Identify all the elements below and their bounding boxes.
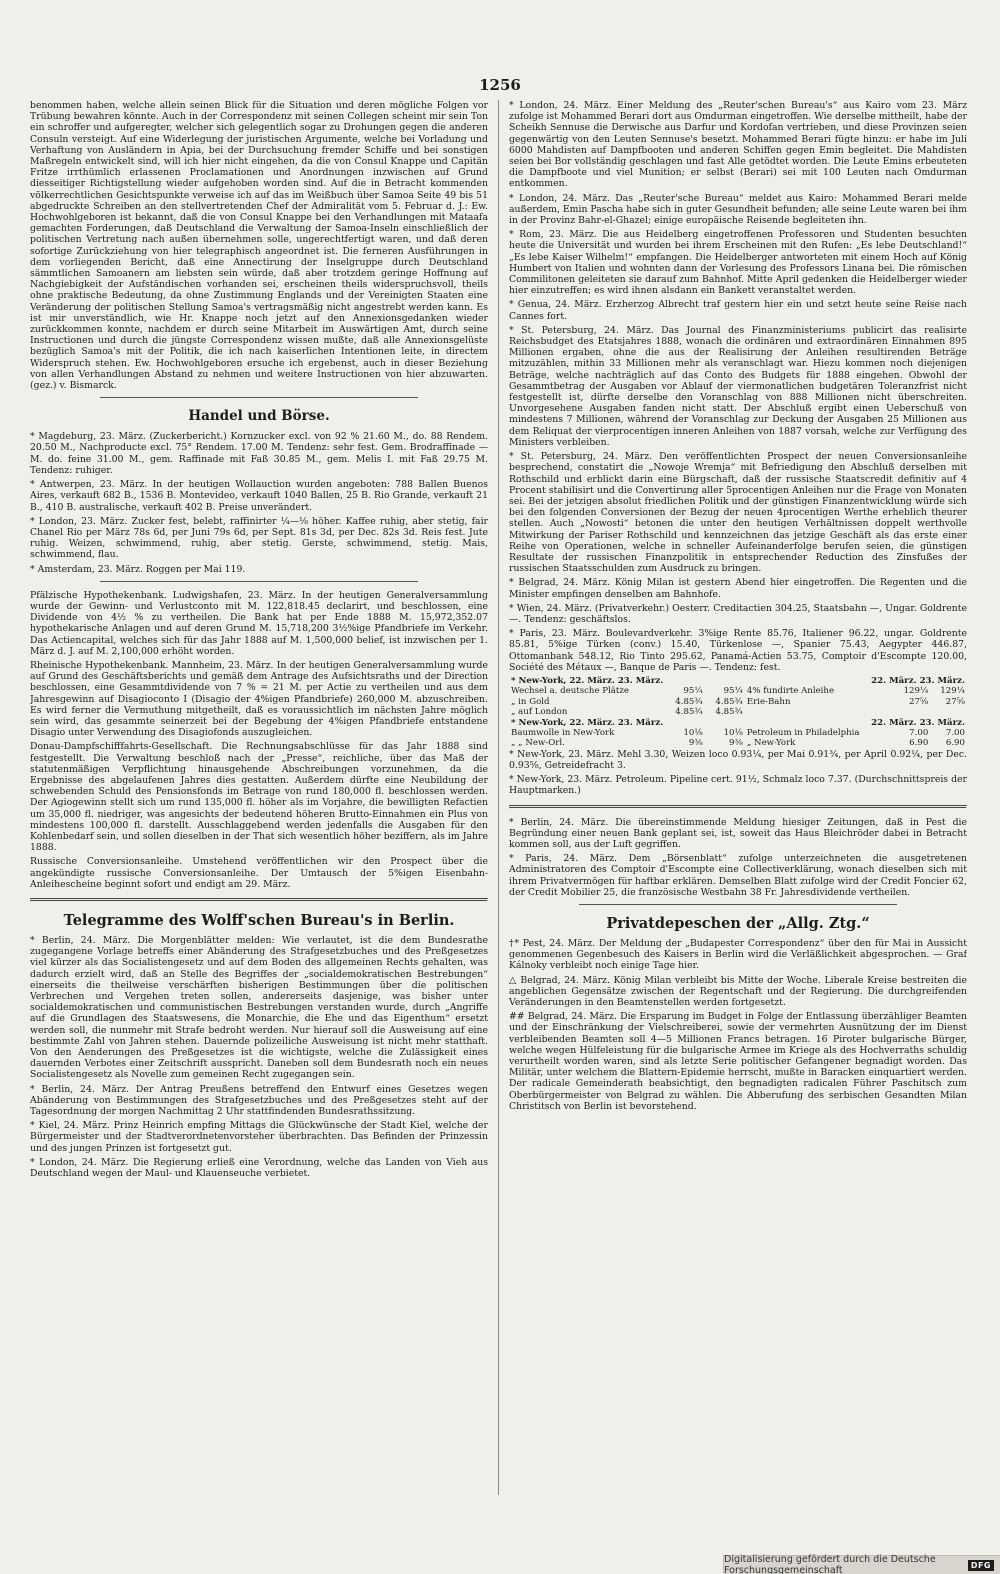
- table-cell: 95¼: [683, 686, 703, 697]
- news-paragraph: * St. Petersburg, 24. März. Den veröffentlichten Prospect der neuen Conversionsanleihe besprechend, constatirt die „Nowoje Wremja“ mit Befriedigung den Abschluß derselben mit Rothschild und erblickt darin eine Bürgschaft, daß der russische Staatscredit definitiv auf 4 Procent stabilisirt und die Convertirung aller 5procentigen Anleihen nur die Frage von Monaten sei. Bei der jetzigen absolut friedlichen Politik und der günstigen Finanzentwicklung würde sich bei den folgenden Conversionen der Bezug der neuen 4procentigen Werthe erheblich theurer stellen. Auch „Nowosti“ betonen die unter den heutigen Verhältnissen doppelt werthvolle Mitwirkung der Pariser Rothschild und kennzeichnen das jetzige Geschäft als das erste einer Reihe von Operationen, welche in schneller Aufeinanderfolge berufen seien, die günstigen Resultate der russischen Finanzpolitik in entsprechender Reduction des Zinsfußes der russischen Staatsschulden zum Ausdruck zu bringen.: [509, 451, 967, 575]
- table-cell: 4.85¾: [715, 696, 743, 707]
- table-cell: 4.85¾: [715, 707, 743, 718]
- table-cell: 4.85¾: [675, 696, 703, 707]
- section-divider: [100, 581, 418, 582]
- section-divider: [579, 904, 897, 905]
- table-cell: „ auf London: [511, 707, 568, 718]
- table-header-row: [509, 718, 967, 728]
- news-paragraph: * London, 24. März. Einer Meldung des „Reuter'schen Bureau's“ aus Kairo vom 23. März zufolge ist Mohammed Berari dort aus Omdurman eingetroffen. Wie derselbe mittheilt, habe der Scheikh Sennuse die Derwische aus Darfur und Kordofan vertrieben, und diese Provinzen seien gegenwärtig von den Leuten Sennuse's besetzt. Mohammed Berari fügte hinzu: er habe im Juli 6000 Mahdisten auf Dampfbooten und anderen Schiffen gegen Emin begleitet. Die Mahdisten seien bei Bor vollständig geschlagen und fast Alle getödtet worden. Die Leute Emins erbeuteten die Dampfboote und viel Munition; er selbst (Berari) sei mit 100 Leuten nach Omdurman entkommen.: [509, 100, 967, 190]
- table-cell: 4% fundirte Anleihe: [746, 686, 835, 697]
- table-cell: 6.90: [945, 738, 965, 749]
- telegram-paragraph: * London, 24. März. Die Regierung erließ eine Verordnung, welche das Landen von Vieh aus Deutschland wegen der Maul- und Klauenseuche verbietet.: [30, 1156, 488, 1180]
- table-header: * New-York, 22. März. 23. März.: [511, 675, 664, 686]
- handel-paragraph: * Magdeburg, 23. März. (Zuckerbericht.) Kornzucker excl. von 92 % 21.60 M., do. 88 Rendem. 20.50 M., Nachproducte excl. 75° Rendem. 17.00 M. Tendenz: sehr fest. Gem. Brodraffinade — M. do. feine 31.00 M., gem. Raffinade mit Faß 30.85 M., gem. Melis I. mit Faß 29.75 M. Tendenz: ruhiger.: [30, 431, 488, 476]
- table-cell: Petroleum in Philadelphia: [746, 727, 860, 738]
- table-row: [509, 697, 967, 707]
- late-paragraph: * Berlin, 24. März. Die übereinstimmende Meldung hiesiger Zeitungen, daß in Pest die Begründung einer neuen Bank geplant sei, ist, soweit das Haus Bleichröder dabei in Betracht kommen soll, aus der Luft gegriffen.: [509, 816, 967, 851]
- company-paragraph: Rheinische Hypothekenbank. Mannheim, 23. März. In der heutigen Generalversammlung wurde auf Grund des Geschäftsberichts und gemäß dem Antrage des Aufsichtsraths und der Direction beschlossen, eine Gesammtdividende von 7 % = 21 M. per Actie zu vertheilen und aus dem Jahresgewinn auf Disagioconto I (Disagio der 4%igen Pfandbriefe) 260,000 M. abzuschreiben. Es wird ferner die Vermuthung mitgetheilt, daß es voraussichtlich im nächsten Jahre möglich sein wird, das gesammte seinerzeit bei der Begebung der 4%igen Pfandbriefe entstandene Disagio unter Verwendung des Disagiofonds auszugleichen.: [30, 659, 488, 739]
- table-header-row: [509, 676, 967, 686]
- table-row: [509, 738, 967, 748]
- news-paragraph: * St. Petersburg, 24. März. Das Journal des Finanzministeriums publicirt das realisirte Reichsbudget des Etatsjahres 1888, wonach die ordinären und extraordinären Einnahmen 895 Millionen ergaben, ohne die aus der Realisirung der Anleihen resultirenden Beträge mitzuzählen, mithin 33 Millionen mehr als veranschlagt war. Hiezu kommen noch diejenigen Beträge, welche nachträglich auf das Conto des Budgets für 1888 eingehen. Obwohl der Gesammtbetrag der Ausgaben vor Ablauf der viermonatlichen budgetären Toleranzfrist nicht festgestellt ist, dürfte derselbe den Voranschlag von 888 Millionen nicht überschreiten. Unvorgesehene Ausgaben fanden nicht statt. Der Abschluß ergibt einen Ueberschuß von mindestens 7 Millionen, während der Voranschlag zur Deckung der Ausgaben 25 Millionen aus dem Reliquat der vierprocentigen inneren Anleihen von 1887 vorsah, welche zur Verfügung des Ministers verbleiben.: [509, 324, 967, 448]
- company-paragraph: Russische Conversionsanleihe. Umstehend veröffentlichen wir den Prospect über die angekündigte russische Conversionsanleihe. Der Umtausch der 5%igen Eisenbahn-Anleihescheine beginnt sofort und endigt am 29. März.: [30, 856, 488, 890]
- table-cell: Wechsel a. deutsche Plätze: [511, 686, 629, 697]
- table-cell: 9⅜: [688, 738, 703, 749]
- company-paragraph: Donau-Dampfschifffahrts-Gesellschaft. Die Rechnungsabschlüsse für das Jahr 1888 sind festgestellt. Die Verwaltung beschloß nach der „Presse“, reichliche, über das Maß der statutenmäßigen Verpflichtung hinausgehende Abschreibungen vorzunehmen, da die Ergebnisse des abgelaufenen Jahres dies gestatten. Außerdem dürfte eine Neubildung der schwebenden Schuld des Pensionsfonds im Betrage von rund 180,000 fl. beschlossen werden. Der Agiogewinn stellt sich um rund 135,000 fl. höher als im Vorjahre, die bewilligten Refactien um 35,000 fl. niedriger, was angesichts der bedeutend höheren Brutto-Einnahmen ein Plus von mindestens 100,000 fl. darstellt. Ausschlaggebend werden jedenfalls die Ausgaben für den Kohlenbedarf sein, und sollen dieselben in der That sich wesentlich höher beziffern, als im Jahre 1888.: [30, 741, 488, 854]
- news-paragraph: * London, 24. März. Das „Reuter'sche Bureau“ meldet aus Kairo: Mohammed Berari melde außerdem, Emin Pascha habe sich in guter Gesundheit befunden; alle seine Leute waren bei ihm in der Provinz Bahr-el-Ghazel; einige europäische Reisende begleiteten ihn.: [509, 192, 967, 227]
- table-cell: 129¼: [903, 686, 929, 697]
- table-cell: 95¼: [723, 686, 743, 697]
- ny-exchange-table: [509, 676, 967, 749]
- table-cell: 4.85¾: [675, 707, 703, 718]
- dfg-logo-icon: DFG: [968, 1560, 994, 1571]
- ny-paragraph: * New-York, 23. März. Mehl 3.30, Weizen loco 0.93¼, per Mai 0.91¾, per April 0.92¼, per Dec. 0.93⅝, Getreidefracht 3.: [509, 748, 967, 771]
- news-paragraph: * Belgrad, 24. März. König Milan ist gestern Abend hier eingetroffen. Die Regenten und die Minister empfingen denselben am Bahnhofe.: [509, 577, 967, 600]
- section-divider: [30, 898, 488, 902]
- table-cell: 27⅝: [945, 696, 965, 707]
- table-cell: „ New-York: [746, 738, 796, 749]
- page-number: 1256: [479, 76, 521, 94]
- section-divider: [100, 397, 418, 398]
- company-paragraph: Pfälzische Hypothekenbank. Ludwigshafen, 23. März. In der heutigen Generalversammlung wurde der Gewinn- und Verlustconto mit M. 122,818.45 declarirt, und beschlossen, eine Dividende von 4½ % zu vertheilen. Die Bank hat per Ende 1888 M. 15,972,352.07 hypothekarische Anlagen und auf deren Grund M. 15,718,200 3½%ige Pfandbriefe im Verkehr. Das Actiencapital, welches sich für das Jahr 1888 auf M. 1,500,000 belief, ist inzwischen per 1. März d. J. auf M. 2,100,000 erhöht worden.: [30, 589, 488, 657]
- table-cell: 10⅛: [723, 727, 743, 738]
- table-header: 22. März. 23. März.: [871, 717, 965, 728]
- table-row: [509, 707, 967, 717]
- table-header: * New-York, 22. März. 23. März.: [511, 717, 664, 728]
- table-row: [509, 728, 967, 738]
- right-column: [509, 100, 967, 1500]
- table-cell: [745, 707, 894, 717]
- telegram-paragraph: * Berlin, 24. März. Der Antrag Preußens betreffend den Entwurf eines Gesetzes wegen Abänderung von Bestimmungen des Strafgesetzbuches und des Preßgesetzes steht auf der Tagesordnung der morgen Nachmittag 2 Uhr stattfindenden Bundesrathssitzung.: [30, 1083, 488, 1118]
- news-paragraph: * Paris, 23. März. Boulevardverkehr. 3%ige Rente 85.76, Italiener 96.22, ungar. Goldrente 85.81, 5%ige Türken (conv.) 15.40, Türkenlose —, Spanier 75.43, Aegypter 446.87, Ottomanbank 548.12, Rio Tinto 295.62, Panamá-Actien 53.75, Comptoir d'Escompte 120.00, Société des Métaux —, Banque de Paris —. Tendenz: fest.: [509, 628, 967, 673]
- table-cell: 129¼: [940, 686, 965, 697]
- footer-text: Digitalisierung gefördert durch die Deutsche Forschungsgemeinschaft: [724, 1554, 936, 1574]
- table-cell: 7.00: [945, 727, 965, 738]
- handel-paragraph: * Amsterdam, 23. März. Roggen per Mai 119.: [30, 563, 246, 575]
- table-cell: „ in Gold: [511, 696, 550, 707]
- table-row: [509, 686, 967, 696]
- section-title-handel: Handel und Börse.: [188, 408, 330, 425]
- private-paragraph: △ Belgrad, 24. März. König Milan verbleibt bis Mitte der Woche. Liberale Kreise bestreiten die angeblichen Gegensätze zwischen der Regentschaft und der Regierung. Die durchgreifenden Veränderungen in den Beamtenstellen werden fortgesetzt.: [509, 974, 967, 1009]
- news-paragraph: * Genua, 24. März. Erzherzog Albrecht traf gestern hier ein und setzt heute seine Reise nach Cannes fort.: [509, 299, 967, 322]
- private-paragraph: †* Pest, 24. März. Der Meldung der „Budapester Correspondenz“ über den für Mai in Aussicht genommenen Gegenbesuch des Kaisers in Berlin wird die Verläßlichkeit abgesprochen. — Graf Kálnoky verbleibt noch einige Tage hier.: [509, 938, 967, 972]
- table-cell: 10⅛: [683, 727, 703, 738]
- table-cell: „ „ New-Orl.: [511, 738, 565, 749]
- table-cell: 9⅜: [729, 738, 743, 749]
- news-paragraph: * Wien, 24. März. (Privatverkehr.) Oesterr. Creditactien 304.25, Staatsbahn —, Ungar. Goldrente —. Tendenz: geschäftslos.: [509, 602, 967, 625]
- telegram-paragraph: * Berlin, 24. März. Die Morgenblätter melden: Wie verlautet, ist die dem Bundesrathe zugegangene Vorlage betreffs einer Abänderung des Strafgesetzbuches und des Preßgesetzes viel kürzer als das Socialistengesetz und auf dem Boden des allgemeinen Rechts gehalten, was dadurch erzielt wird, daß an Stelle des Begriffes der „socialdemokratischen Bestrebungen“ einerseits die theilweise verschärften bisherigen Bestimmungen über die politischen Verbrechen und Vergehen treten sollen, andererseits dasjenige, was bisher unter socialdemokratischen und communistischen Bestrebungen verstanden wurde, durch „Angriffe auf die Grundlagen des Staatswesens, die Monarchie, die Ehe und das Eigenthum“ ersetzt werden soll, die nunmehr mit Strafe bedroht werden. Nur hierauf soll die Ausweisung auf eine bestimmte Zahl von Jahren stehen. Dauernde polizeiliche Ausweisung ist nicht mehr statthaft. Von den Aenderungen des Preßgesetzes ist die wichtigste, welche die Zulässigkeit eines dauernden Verbotes einer Zeitschrift ausspricht. Daneben soll dem Bundesrath noch ein neues Socialistengesetz als Novelle zum gemeinen Recht zugegangen sein.: [30, 935, 488, 1081]
- section-divider: [509, 805, 967, 809]
- table-cell: 7.00: [909, 727, 929, 738]
- column-divider: [498, 100, 499, 1495]
- private-paragraph: ## Belgrad, 24. März. Die Ersparung im Budget in Folge der Entlassung überzähliger Beamten und der Einschränkung der Vielschreiberei, sowie der vermehrten Ausnützung der im Dienst verbleibenden Beamten soll 4—5 Millionen Francs betragen. 16 Piroter bulgarische Bürger, welche wegen Hülfeleistung für die bulgarische Armee im Kriege als des Hochverraths schuldig verurtheilt worden waren, sind als letzte Serie politischer Gefangener begnadigt worden. Das Militär, unter welchem die Blattern-Epidemie herrscht, mußte in Baracken einquartiert werden. Der radicale Gemeinderath beabsichtigt, den begnadigten radicalen Führer Paschitsch zum Oberbürgermeister von Belgrad zu wählen. Die Abberufung des serbischen Gesandten Milan Christitsch von Berlin ist bevorstehend.: [509, 1011, 967, 1112]
- table-cell: Baumwolle in New-York: [511, 727, 615, 738]
- table-cell: 27⅝: [909, 696, 929, 707]
- telegram-paragraph: * Kiel, 24. März. Prinz Heinrich empfing Mittags die Glückwünsche der Stadt Kiel, welche der Bürgermeister und der Stadtverordnetenvorsteher überbrachten. Das Befinden der Prinzessin und des jungen Prinzen ist fortgesetzt gut.: [30, 1120, 488, 1154]
- section-title-telegramme: Telegramme des Wolff'schen Bureau's in Berlin.: [63, 912, 455, 929]
- news-paragraph: * Rom, 23. März. Die aus Heidelberg eingetroffenen Professoren und Studenten besuchten heute die Universität und wurden bei ihrem Erscheinen mit den Rufen: „Es lebe Deutschland!“ „Es lebe Kaiser Wilhelm!“ empfangen. Die Heidelberger antworteten mit einem Hoch auf König Humbert von Italien und wohnten dann der Vorlesung des Professors Linana bei. Die römischen Commilitonen geleiteten sie darauf zum Bahnhof. Mitte April gedenken die Heidelberger wieder hier einzutreffen; es wird ihnen alsdann ein Bankett veranstaltet werden.: [509, 229, 967, 297]
- ny-paragraph: * New-York, 23. März. Petroleum. Pipeline cert. 91½, Schmalz loco 7.37. (Durchschnittspreis der Hauptmarken.): [509, 774, 967, 797]
- table-cell: 6.90: [909, 738, 929, 749]
- left-column: [30, 100, 488, 1500]
- table-cell: [930, 707, 967, 717]
- late-paragraph: * Paris, 24. März. Dem „Börsenblatt“ zufolge unterzeichneten die ausgetretenen Administratoren des Comptoir d'Escompte eine Collectiverklärung, wonach dieselben sich mit ihrem Privatvermögen für haftbar erklären. Demselben Blatt zufolge wird der Credit Foncier 62, der Credit Mobilier 25, die französische Westbahn 38 Fr. Jahresdividende vertheilen.: [509, 853, 967, 898]
- handel-paragraph: * London, 23. März. Zucker fest, belebt, raffinirter ¼—⅛ höher. Kaffee ruhig, aber stetig, fair Chanel Rio per März 78s 6d, per Juni 79s 6d, per Sept. 81s 3d, per Dec. 82s 3d. Reis fest. Jute ruhig. Weizen, schwimmend, ruhig, aber stetig. Gerste, schwimmend, stetig. Mais, schwimmend, flau.: [30, 515, 488, 561]
- intro-paragraph: benommen haben, welche allein seinen Blick für die Situation und deren mögliche Folgen vor Trübung bewahren könnte. Auch in der Correspondenz mit seinen Collegen scheint mir sein Ton ein schroffer und aufgeregter, welcher sich gelegentlich sogar zu Drohungen gegen die anderen Consuln versteigt. Auf eine Widerlegung der juristischen Argumente, welche bei Vorladung und Verhaftung von Ausländern in Apia, bei der Durchsuchung fremder Schiffe und bei sonstigen Maßregeln entwickelt sind, will ich hier nicht eingehen, da die von Consul Knappe und Capitän Fritze irrthümlich erlassenen Proclamationen und Anordnungen inzwischen auf Grund diesseitiger Richtigstellung wieder aufgehoben worden sind. Auf die in Betracht kommenden völkerrechtlichen Gesichtspunkte verweise ich auf das im Weißbuch über Samoa Seite 49 bis 51 abgedruckte Schreiben an den stellvertretenden Chef der Admiralität vom 5. Februar d. J.: Ew. Hochwohlgeboren ist bekannt, daß die von Consul Knappe bei den Verhandlungen mit Mataafa gemachten Forderungen, daß Deutschland die Verwaltung der Samoa-Inseln einschließlich der politischen Vertretung nach außen übernehmen solle, ungerechtfertigt waren, und daß deren sofortige Zurückziehung von hier telegraphisch angeordnet ist. Die ferneren Ausführungen in dem vorliegenden Bericht, daß eine Annectirung der Inselgruppe durch Deutschland sämmtlichen Samoanern am liebsten sein würde, daß aber trotzdem geringe Hoffnung auf Nachgiebigkeit der Aufständischen vorhanden sei, erscheinen theils widerspruchsvoll, theils ohne praktische Bedeutung, da ohne Zustimmung Englands und der Vereinigten Staaten eine Veränderung der politischen Stellung Samoa's vertragsmäßig nicht angestrebt werden kann. Es ist mir unverständlich, wie Hr. Knappe noch jetzt auf den Annexionsgedanken wieder zurückkommen konnte, nachdem er durch seine Mitarbeit im Auswärtigen Amt, durch seine Instructionen und durch die jüngste Correspondenz wissen mußte, daß alle Annexionsgelüste bezüglich Samoa's mit der Politik, die ich nach kaiserlichen Intentionen leite, in directem Widerspruch stehen. Ew. Hochwohlgeboren ersuche ich ergebenst, auch in dieser Beziehung von allen Verhandlungen Abstand zu nehmen und weitere Instructionen von hier abzuwarten. (gez.) v. Bismarck.: [30, 100, 488, 392]
- handel-paragraph: * Antwerpen, 23. März. In der heutigen Wollauction wurden angeboten: 788 Ballen Buenos Aires, verkauft 682 B., 1536 B. Montevideo, verkauft 1040 Ballen, 25 B. Rio Grande, verkauft 21 B., 410 B. australische, verkauft 402 B. Preise unverändert.: [30, 479, 488, 513]
- table-header: 22. März. 23. März.: [871, 675, 965, 686]
- table-cell: [894, 707, 931, 717]
- digitization-footer: [723, 1555, 1000, 1574]
- table-cell: Erie-Bahn: [746, 696, 791, 707]
- section-title-private: Privatdepeschen der „Allg. Ztg.“: [606, 915, 870, 933]
